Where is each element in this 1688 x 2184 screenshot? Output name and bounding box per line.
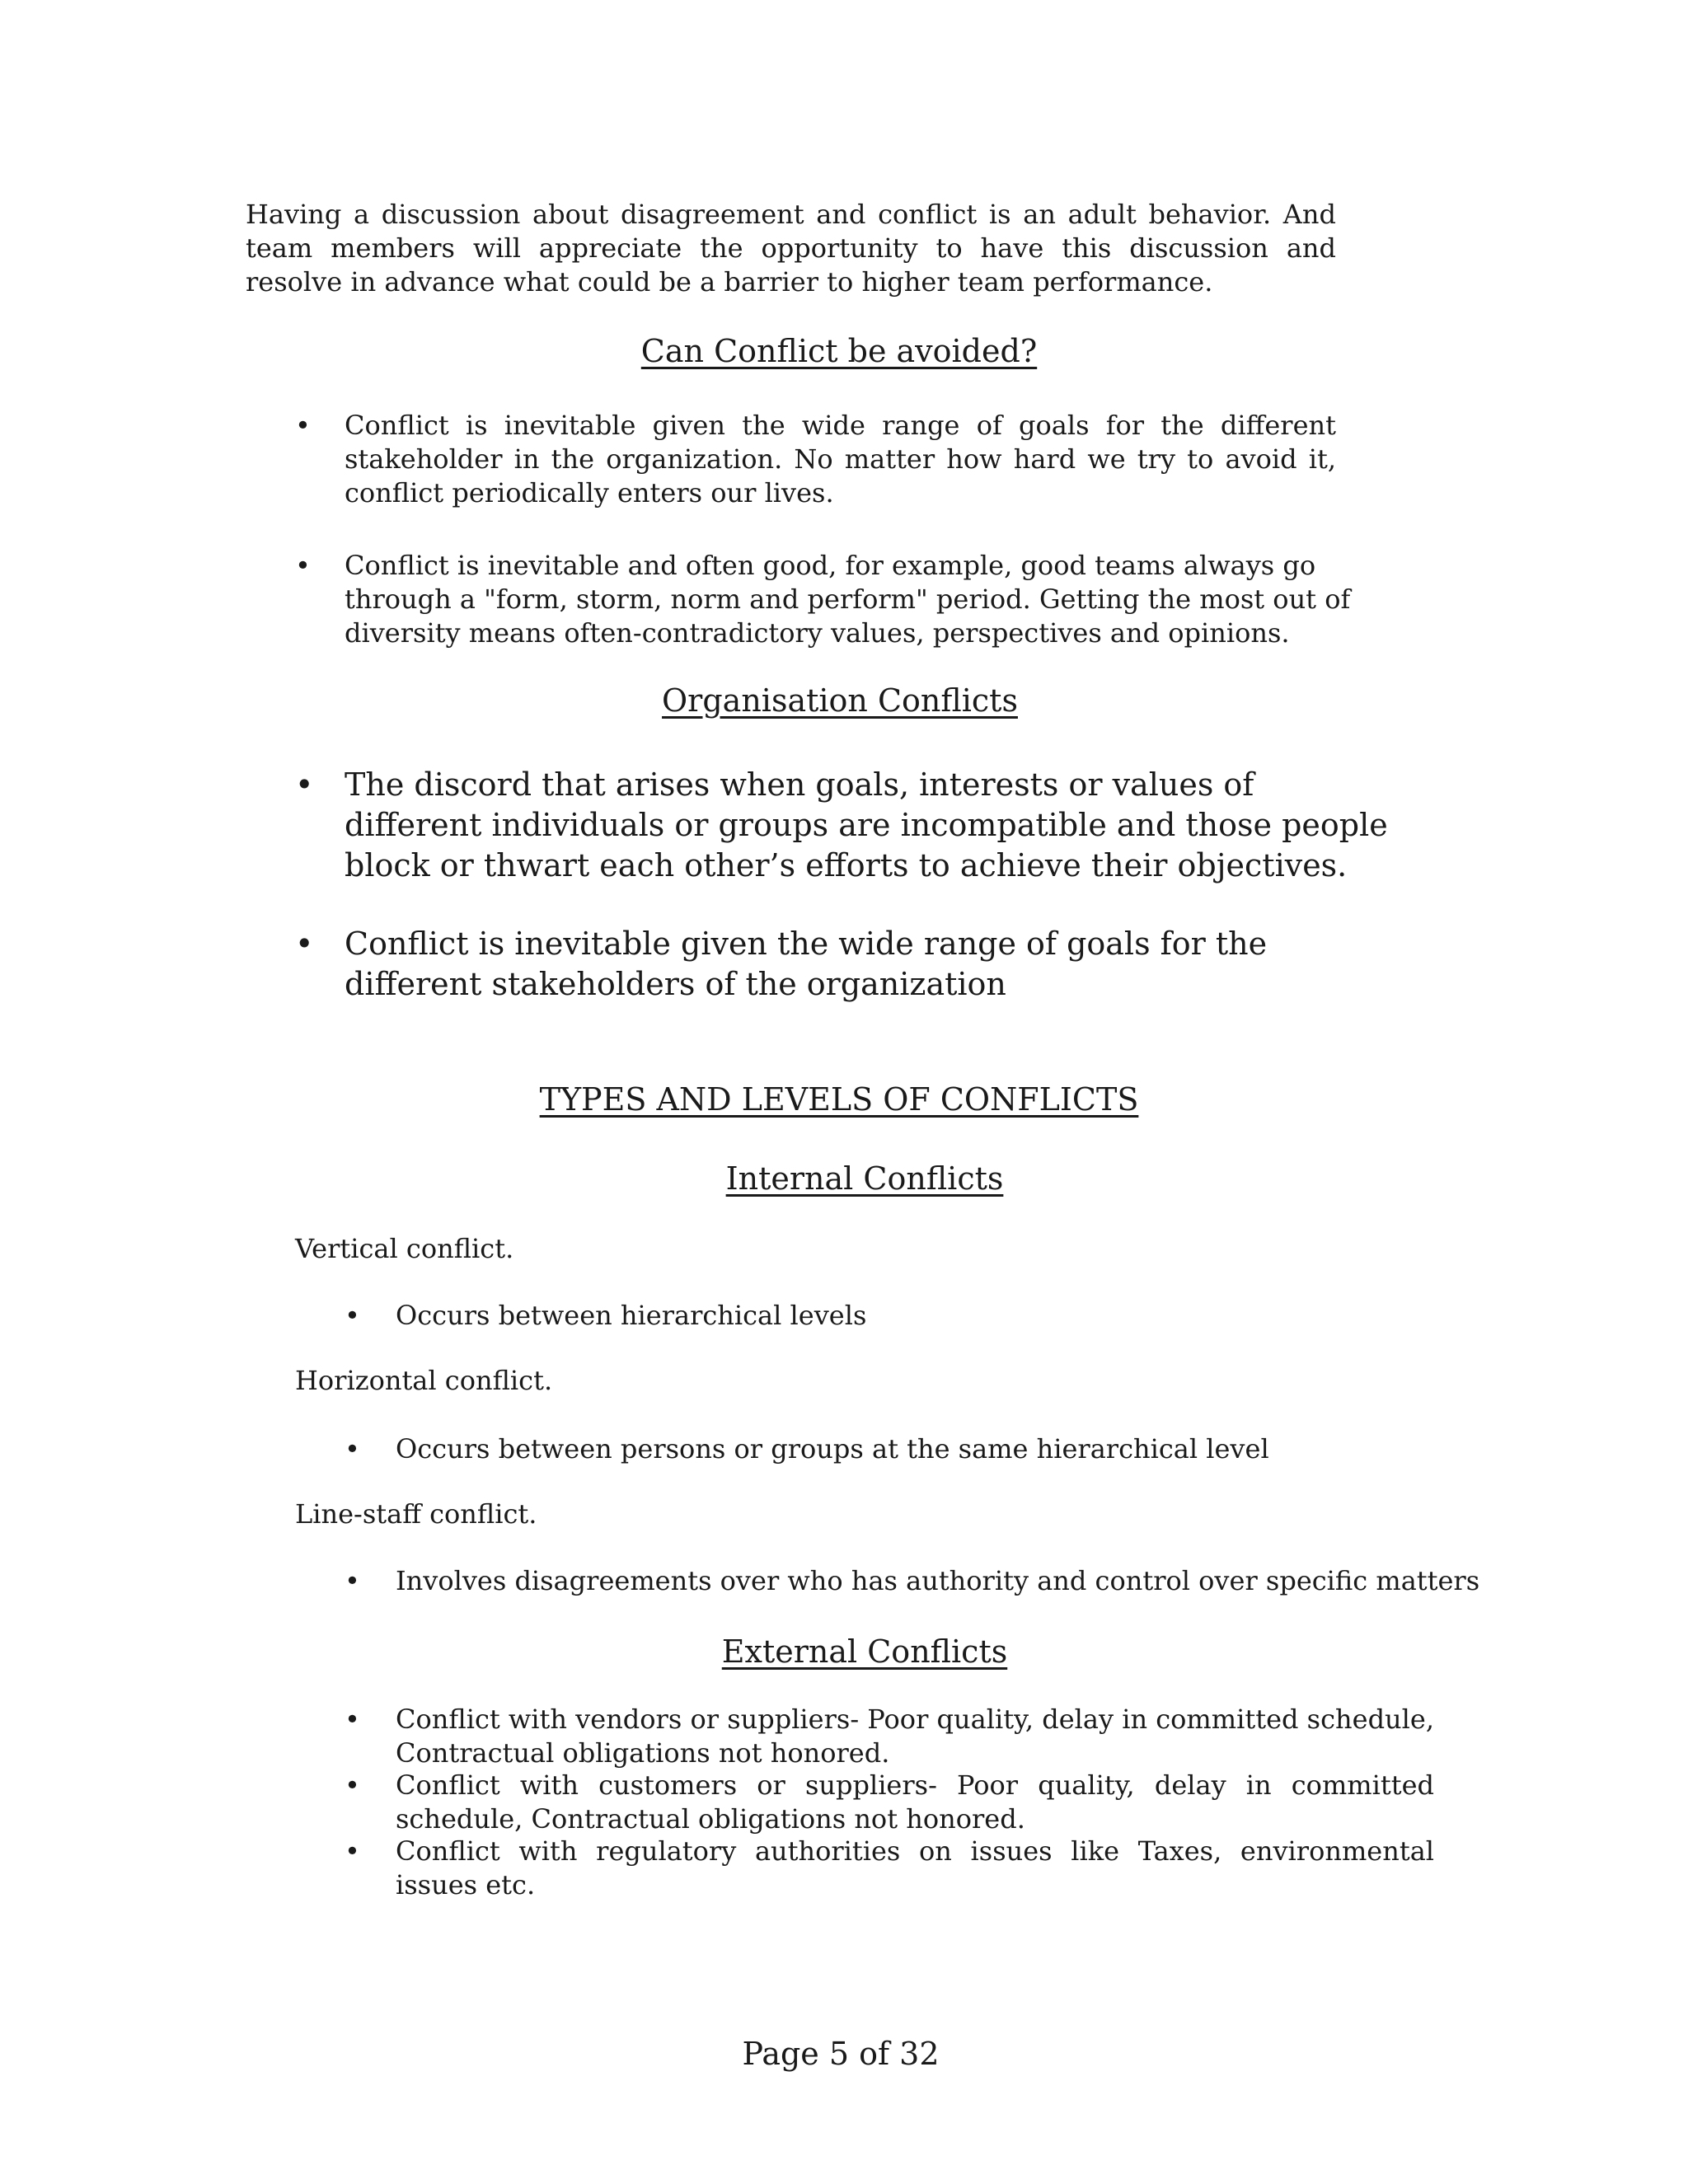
list-item: • The discord that arises when goals, interests or values of different individuals or groups are incompatible and those people block or thwart each other’s efforts to achieve their objectives. [295, 766, 1388, 883]
heading-types-and-levels: TYPES AND LEVELS OF CONFLICTS [539, 1081, 1139, 1118]
heading-internal-conflicts: Internal Conflicts [725, 1160, 1004, 1197]
list-item: • Conflict with customers or suppliers- Poor quality, delay in committed schedule, Contractual obligations not honored. [345, 1769, 1434, 1835]
list-item: • Conflict with regulatory authorities on issues like Taxes, environmental issues etc. [345, 1835, 1434, 1900]
label-horizontal-conflict: Horizontal conflict. [295, 1365, 553, 1396]
list-item: • Conflict with vendors or suppliers- Poor quality, delay in committed schedule, Contractual obligations not honored. [345, 1704, 1434, 1769]
bullet-icon: • [295, 410, 311, 441]
list-item: • Conflict is inevitable given the wide range of goals for the different stakeholders of the organization [295, 926, 1268, 1002]
label-line-staff-conflict: Line-staff conflict. [295, 1498, 537, 1530]
bullet-icon: • [345, 1704, 360, 1735]
list-item: • Involves disagreements over who has authority and control over specific matters [345, 1565, 1480, 1596]
heading-external-conflicts: External Conflicts [721, 1633, 1008, 1670]
bullet-icon: • [295, 766, 314, 803]
heading-organisation-conflicts: Organisation Conflicts [662, 682, 1018, 719]
page-number: Page 5 of 32 [742, 2036, 940, 2072]
bullet-icon: • [295, 550, 311, 581]
bullet-icon: • [345, 1300, 360, 1331]
list-item: • Conflict is inevitable given the wide range of goals for the different stakeholder in the organization. No matter how hard we try to avoid it, conflict periodically enters our lives. [295, 410, 1336, 509]
bullet-icon: • [345, 1433, 360, 1465]
list-item: • Occurs between hierarchical levels [345, 1300, 867, 1331]
bullet-icon: • [295, 926, 314, 962]
bullet-icon: • [345, 1835, 360, 1867]
list-item: • Occurs between persons or groups at the same hierarchical level [345, 1433, 1269, 1465]
bullet-icon: • [345, 1565, 360, 1596]
list-item: • Conflict is inevitable and often good, for example, good teams always go through a "form, storm, norm and perform" period. Getting the most out of diversity means often-contradictory values, perspectives and opinions. [295, 550, 1351, 649]
heading-can-conflict-be-avoided: Can Conflict be avoided? [640, 333, 1038, 369]
bullet-icon: • [345, 1769, 360, 1801]
intro-paragraph: Having a discussion about disagreement and conflict is an adult behavior. And team members will appreciate the opportunity to have this discussion and resolve in advance what could be a barrier to higher team performance. [246, 199, 1336, 298]
label-vertical-conflict: Vertical conflict. [295, 1233, 514, 1264]
